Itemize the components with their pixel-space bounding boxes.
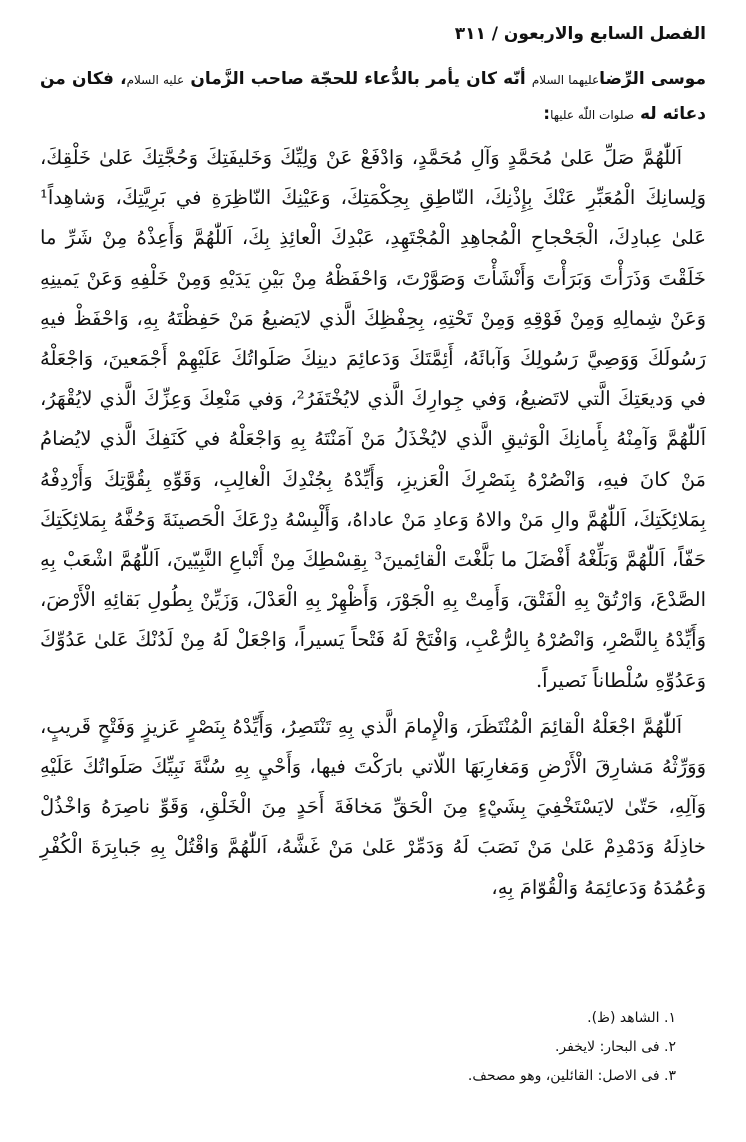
running-head: الفصل السابع والاربعون / ٣١١ (454, 24, 706, 44)
honorific-1: عليهما السلام (531, 73, 600, 87)
footnote-2: ٢. فى البحار: لايخفر. (554, 1039, 676, 1055)
book-page (40, 22, 706, 1122)
footnote-1: ١. الشاهد (ظ). (587, 1010, 676, 1026)
intro-part-1: موسى الرِّضا (599, 69, 706, 89)
honorific-2: عليه السلام (126, 73, 185, 87)
footnote-3: ٣. فى الاصل: القائلين، وهو مصحف. (467, 1068, 676, 1084)
footnotes (40, 1004, 706, 1091)
intro-part-2: أنّه كان يأمر بالدُّعاء للحجّة صاحب الزَّمان (190, 69, 526, 89)
prayer-paragraph-2: اَللّٰهُمَّ اجْعَلْهُ الْقائِمَ الْمُنْتَظَرَ، وَالْإِمامَ الَّذي بِهِ تَنْتَصِرُ، وَأَيِّدْهُ بِنَصْرٍ عَزيزٍ وَفَتْحٍ قَريبٍ، وَوَرِّثْهُ مَشارِقَ الْأَرْضِ وَمَغارِبَهَا اللّاتي بارَكْتَ فيها، وَأَحْيِ بِهِ سُنَّةَ نَبِيِّكَ صَلَواتُكَ عَلَيْهِ وَآلِهِ، حَتّىٰ لايَسْتَخْفِيَ بِشَيْءٍ مِنَ الْحَقِّ مَخافَةَ أَحَدٍ مِنَ الْخَلْقِ، وَقَوِّ ناصِرَهُ وَاخْذُلْ خاذِلَهُ وَدَمْدِمْ عَلىٰ مَنْ نَصَبَ لَهُ وَدَمِّرْ عَلىٰ مَنْ غَشَّهُ، اَللّٰهُمَّ وَاقْتُلْ بِهِ جَبابِرَةَ الْكُفْرِ وَعُمُدَهُ وَدَعائِمَهُ وَالْقُوّامَ بِهِ، (40, 714, 706, 899)
intro-text (40, 62, 706, 132)
intro-part-4: : (543, 104, 551, 124)
honorific-3: صلوات اللّٰه عليها (550, 108, 635, 122)
prayer-paragraph-1: اَللّٰهُمَّ صَلِّ عَلىٰ مُحَمَّدٍ وَآلِ مُحَمَّدٍ، وَادْفَعْ عَنْ وَلِيِّكَ وَخَليفَتِكَ وَحُجَّتِكَ عَلىٰ خَلْقِكَ، وَلِسانِكَ الْمُعَبِّرِ عَنْكَ بِإِذْنِكَ، النّاطِقِ بِحِكْمَتِكَ، وَعَيْنِكَ النّاظِرَةِ في بَرِيَّتِكَ، وَشاهِداً¹ عَلىٰ عِبادِكَ، الْجَحْجاحِ الْمُجاهِدِ الْمُجْتَهِدِ، عَبْدِكَ الْعائِذِ بِكَ، اَللّٰهُمَّ وَأَعِذْهُ مِنْ شَرِّ ما خَلَقْتَ وَذَرَأْتَ وَبَرَأْتَ وَأَنْشَأْتَ وَصَوَّرْتَ، وَاحْفَظْهُ مِنْ بَيْنِ يَدَيْهِ وَمِنْ خَلْفِهِ وَعَنْ يَمينِهِ وَعَنْ شِمالِهِ وَمِنْ فَوْقِهِ وَمِنْ تَحْتِهِ، بِحِفْظِكَ الَّذي لايَضيعُ مَنْ حَفِظْتَهُ بِهِ، وَاحْفَظْ فيهِ رَسُولَكَ وَوَصِيَّ رَسُولِكَ وَآبائَهُ، أَئِمَّتَكَ وَدَعائِمَ دينِكَ صَلَواتُكَ عَلَيْهِمْ أَجْمَعينَ، وَاجْعَلْهُ في وَديعَتِكَ الَّتي لاتَضيعُ، وَفي جِوارِكَ الَّذي لايُخْتَفَرُ²، وَفي مَنْعِكَ وَعِزِّكَ الَّذي لايُقْهَرُ، اَللّٰهُمَّ وَآمِنْهُ بِأَمانِكَ الْوَثيقِ الَّذي لايُخْذَلُ مَنْ آمَنْتَهُ بِهِ وَاجْعَلْهُ في كَنَفِكَ الَّذي لايُضامُ مَنْ كانَ فيهِ، وَانْصُرْهُ بِنَصْرِكَ الْعَزيزِ، وَأَيِّدْهُ بِجُنْدِكَ الْغالِبِ، وَقَوِّهِ بِقُوَّتِكَ وَأَرْدِفْهُ بِمَلائِكَتِكَ، اَللّٰهُمَّ والِ مَنْ والاهُ وَعادِ مَنْ عاداهُ، وَأَلْبِسْهُ دِرْعَكَ الْحَصينَةَ وَحُفَّهُ بِمَلائِكَتِكَ حَفّاً، اَللّٰهُمَّ وَبَلِّغْهُ أَفْضَلَ ما بَلَّغْتَ الْقائِمينَ³ بِقِسْطِكَ مِنْ أَتْباعِ النَّبِيّينَ، اَللّٰهُمَّ اشْعَبْ بِهِ الصَّدْعَ، وَارْتُقْ بِهِ الْفَتْقَ، وَأَمِتْ بِهِ الْجَوْرَ، وَأَظْهِرْ بِهِ الْعَدْلَ، وَزَيِّنْ بِطُولِ بَقائِهِ الْأَرْضَ، وَأَيِّدْهُ بِالنَّصْرِ، وَانْصُرْهُ بِالرُّعْبِ، وَافْتَحْ لَهُ فَتْحاً يَسيراً، وَاجْعَلْ لَهُ مِنْ لَدُنْكَ عَلىٰ عَدُوِّكَ وَعَدُوِّهِ سُلْطاناً نَصيراً. (40, 146, 706, 692)
intro-part-3: ، فكان من دعائه له (40, 69, 706, 124)
